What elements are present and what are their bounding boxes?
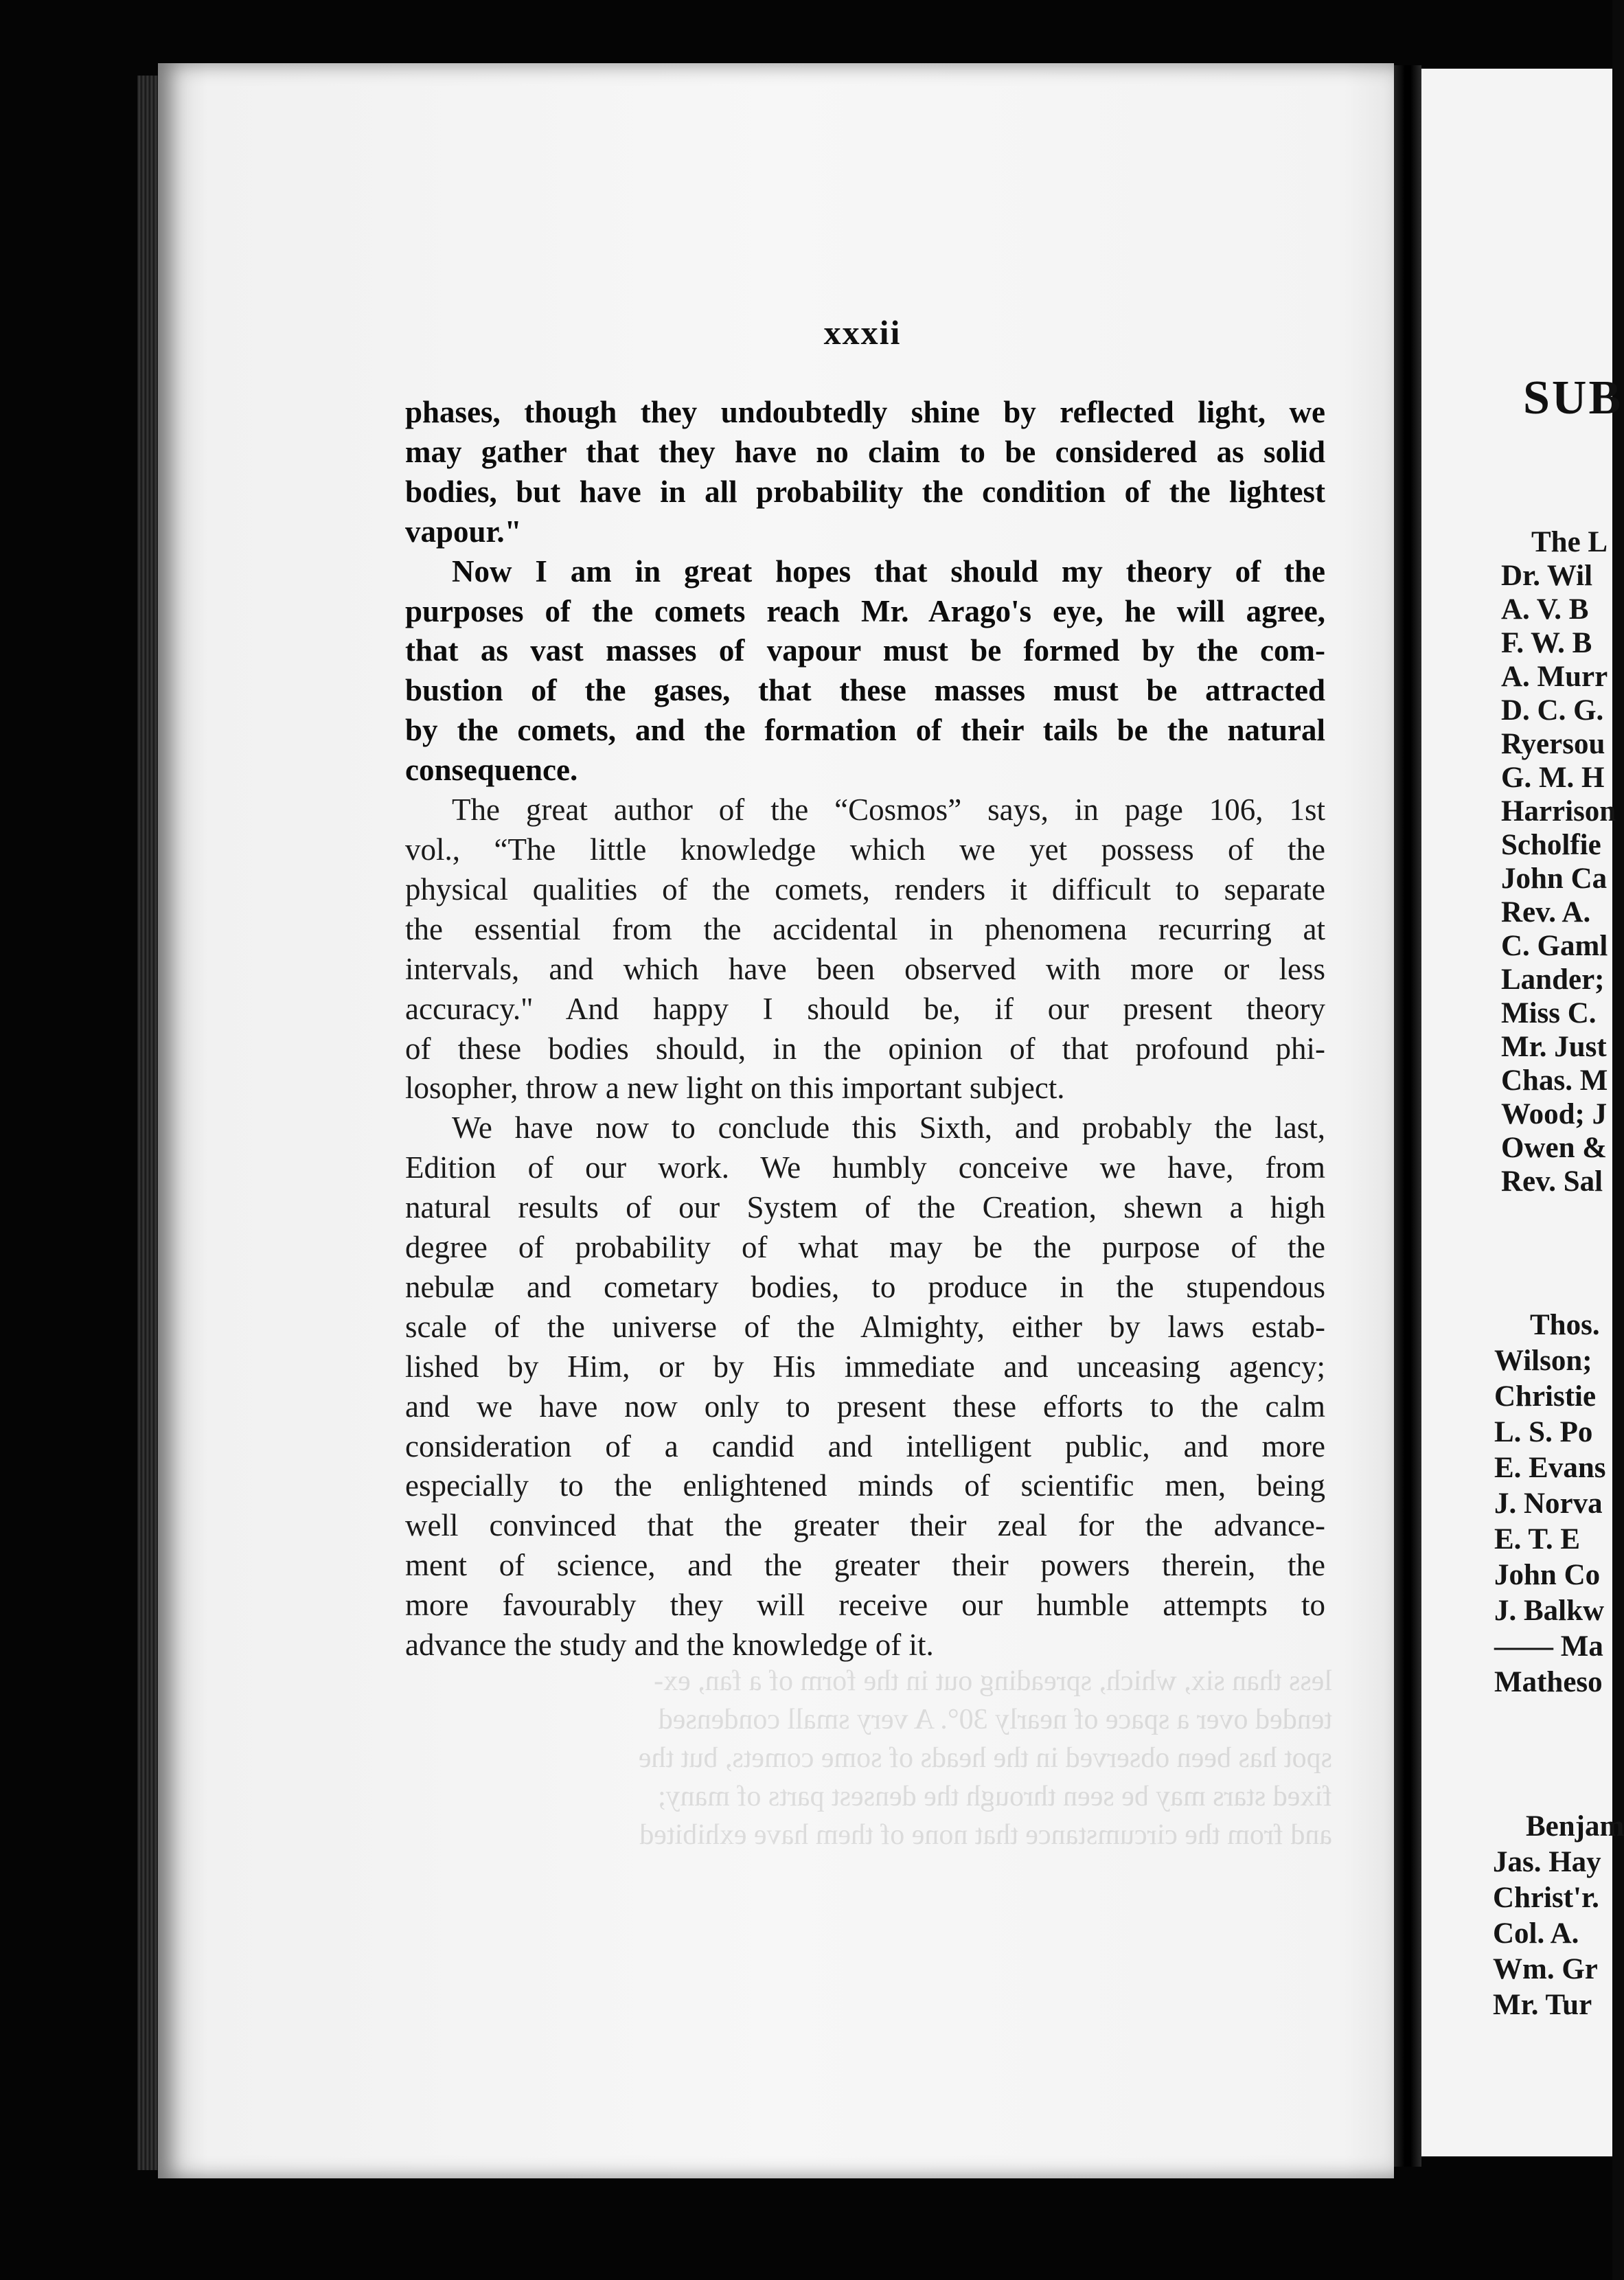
facing-line: —— Ma bbox=[1494, 1630, 1603, 1663]
text-line: consideration of a candid and intelligent public, and more bbox=[405, 1428, 1325, 1463]
page-number: xxxii bbox=[823, 313, 902, 352]
page-number-container bbox=[0, 312, 1612, 352]
bleed-through-text bbox=[467, 1662, 1332, 1854]
text-line: advance the study and the knowledge of it. bbox=[405, 1628, 934, 1663]
facing-line: E. Evans bbox=[1494, 1452, 1606, 1484]
text-line: vol., “The little knowledge which we yet possess of the bbox=[405, 832, 1325, 867]
facing-line: Ryersou bbox=[1501, 728, 1605, 760]
facing-line: Chas. M bbox=[1501, 1064, 1608, 1097]
text-line: and we have now only to present these efforts to the calm bbox=[405, 1389, 1325, 1424]
facing-line: Dr. Wil bbox=[1501, 560, 1593, 592]
facing-line: Wm. Gr bbox=[1493, 1953, 1598, 1985]
facing-line: G. M. H bbox=[1501, 762, 1605, 794]
text-line: losopher, throw a new light on this important subject. bbox=[405, 1071, 1065, 1106]
facing-line: J. Norva bbox=[1494, 1487, 1603, 1520]
text-line: Edition of our work. We humbly conceive we have, from bbox=[405, 1150, 1325, 1185]
text-line: that as vast masses of vapour must be formed by the com- bbox=[405, 633, 1325, 668]
facing-line: Scholfie bbox=[1501, 829, 1601, 861]
paragraph-2 bbox=[405, 552, 1325, 790]
facing-line: Thos. bbox=[1530, 1309, 1600, 1341]
facing-line: D. C. G. bbox=[1501, 694, 1604, 727]
bleed-line: fixed stars may be seen through the densest parts of many; bbox=[657, 1781, 1332, 1812]
facing-line: Miss C. bbox=[1501, 997, 1597, 1029]
facing-line: Christ'r. bbox=[1493, 1882, 1599, 1914]
text-line: may gather that they have no claim to be considered as solid bbox=[405, 434, 1325, 469]
facing-line: Benjam bbox=[1526, 1810, 1624, 1843]
bleed-line: and from the circumstance that none of them have exhibited bbox=[639, 1819, 1332, 1851]
facing-line: Rev. A. bbox=[1501, 896, 1591, 928]
text-line: especially to the enlightened minds of scientific men, being bbox=[405, 1468, 1325, 1503]
text-line: degree of probability of what may be the purpose of the bbox=[405, 1230, 1325, 1265]
facing-line: Rev. Sal bbox=[1501, 1165, 1603, 1198]
facing-line: John Co bbox=[1494, 1559, 1601, 1591]
text-line: the essential from the accidental in phenomena recurring at bbox=[405, 911, 1325, 946]
text-line: vapour." bbox=[405, 514, 522, 549]
facing-line: Wood; J bbox=[1501, 1098, 1608, 1130]
facing-page-heading: SUB bbox=[1523, 372, 1623, 424]
text-line: lished by Him, or by His immediate and unceasing agency; bbox=[405, 1349, 1325, 1384]
facing-line: Lander; bbox=[1501, 964, 1605, 996]
facing-line: Wilson; bbox=[1494, 1345, 1592, 1377]
facing-line: A. V. B bbox=[1501, 593, 1589, 626]
text-line: consequence. bbox=[405, 753, 578, 788]
paragraph-3 bbox=[405, 790, 1325, 1108]
text-line: The great author of the “Cosmos” says, in page 106, 1st bbox=[452, 793, 1325, 828]
text-line: physical qualities of the comets, renders it difficult to separate bbox=[405, 871, 1325, 907]
paragraph-1 bbox=[405, 393, 1325, 552]
text-line: purposes of the comets reach Mr. Arago's eye, he will agree, bbox=[405, 593, 1325, 628]
facing-line: Mr. Tur bbox=[1493, 1989, 1592, 2021]
text-line: intervals, and which have been observed with more or less bbox=[405, 951, 1325, 986]
text-line: more favourably they will receive our humble attempts to bbox=[405, 1588, 1325, 1623]
text-line: natural results of our System of the Creation, shewn a high bbox=[405, 1190, 1325, 1225]
facing-line: A. Murr bbox=[1501, 661, 1608, 693]
facing-line: J. Balkw bbox=[1494, 1595, 1605, 1627]
text-line: phases, though they undoubtedly shine by reflected light, we bbox=[405, 395, 1325, 429]
facing-line: Owen & bbox=[1501, 1132, 1608, 1164]
text-line: by the comets, and the formation of their tails be the natural bbox=[405, 713, 1325, 748]
facing-line: Matheso bbox=[1494, 1666, 1603, 1698]
facing-line: Jas. Hay bbox=[1493, 1846, 1601, 1878]
text-line: bodies, but have in all probability the condition of the lightest bbox=[405, 474, 1325, 509]
facing-line: Col. A. bbox=[1493, 1917, 1579, 1950]
facing-line: John Ca bbox=[1501, 863, 1608, 895]
bleed-line: less than six, which, spreading out in the form of a fan, ex- bbox=[654, 1665, 1332, 1697]
bleed-line: tended over a space of nearly 30°. A very small condensed bbox=[658, 1704, 1332, 1735]
facing-page bbox=[1421, 69, 1624, 2156]
text-line: ment of science, and the greater their powers therein, the bbox=[405, 1548, 1325, 1583]
text-line: well convinced that the greater their zeal for the advance- bbox=[405, 1508, 1325, 1543]
text-line: of these bodies should, in the opinion of that profound phi- bbox=[405, 1031, 1325, 1066]
facing-line: F. W. B bbox=[1501, 627, 1592, 659]
text-line: nebulæ and cometary bodies, to produce in the stupendous bbox=[405, 1269, 1325, 1304]
text-line: scale of the universe of the Almighty, either by laws estab- bbox=[405, 1309, 1325, 1344]
facing-line: Christie bbox=[1494, 1380, 1597, 1413]
facing-line: L. S. Po bbox=[1494, 1416, 1593, 1448]
book-gutter bbox=[1394, 65, 1421, 2167]
facing-line: E. T. E bbox=[1494, 1523, 1581, 1555]
text-line: We have now to conclude this Sixth, and probably the last, bbox=[452, 1110, 1325, 1145]
paragraph-4 bbox=[405, 1108, 1325, 1665]
text-line: accuracy." And happy I should be, if our present theory bbox=[405, 991, 1325, 1026]
page-body bbox=[405, 393, 1325, 1665]
text-line: bustion of the gases, that these masses must be attracted bbox=[405, 673, 1325, 708]
facing-line: C. Gaml bbox=[1501, 930, 1608, 962]
text-line: Now I am in great hopes that should my theory of the bbox=[452, 554, 1325, 589]
facing-line: Harrison bbox=[1501, 795, 1616, 828]
facing-line: The L bbox=[1531, 526, 1608, 558]
bleed-line: spot has been observed in the heads of some comets, but the bbox=[638, 1742, 1332, 1774]
facing-line: Mr. Just bbox=[1501, 1031, 1607, 1063]
